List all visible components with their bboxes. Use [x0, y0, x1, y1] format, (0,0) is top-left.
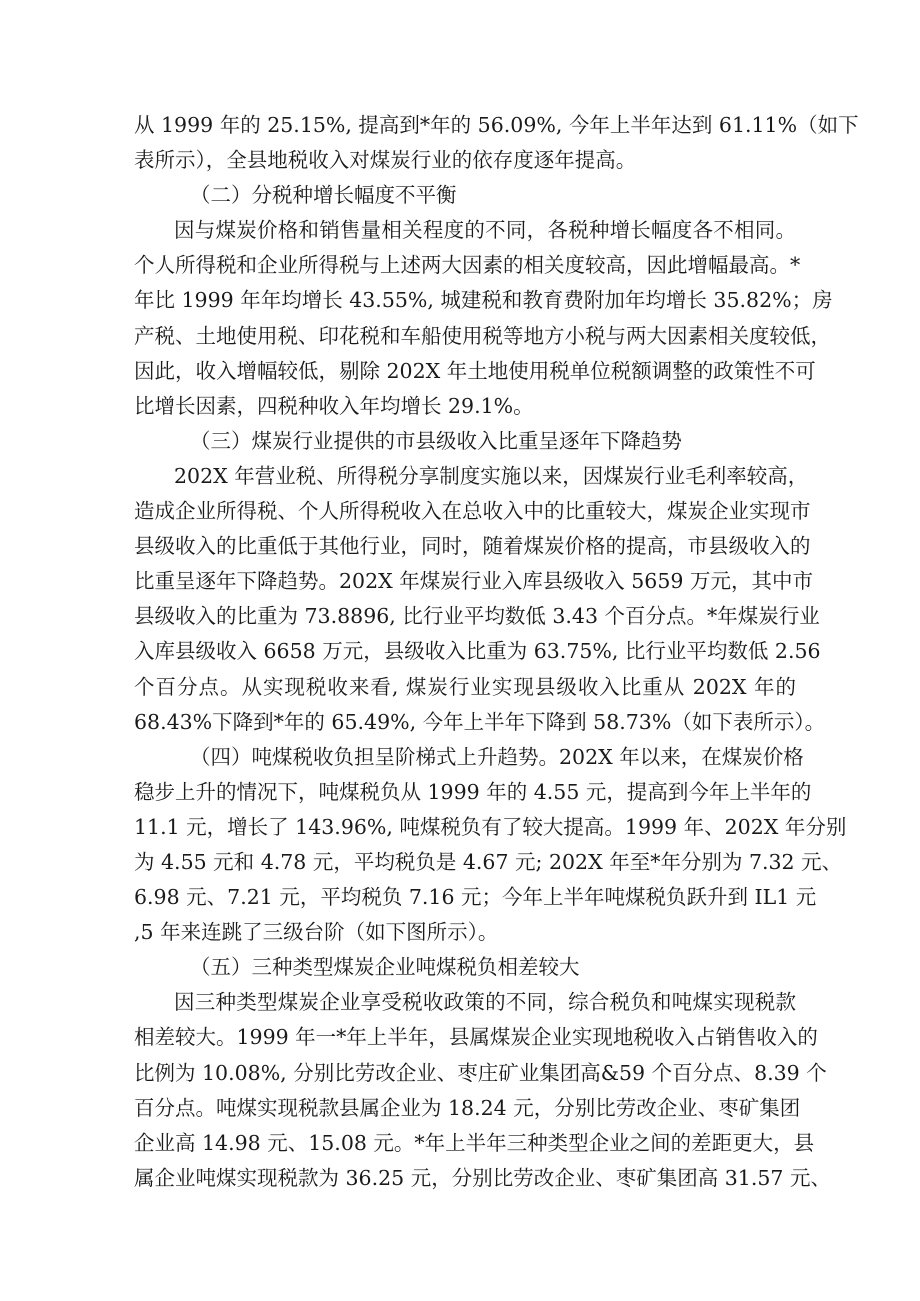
paragraph-line: 11.1 元，增长了 143.96%, 吨煤税负有了较大提高。1999 年、202X 年分别 — [134, 814, 847, 839]
paragraph-line: 县级收入的比重低于其他行业，同时，随着煤炭价格的提高，市县级收入的 — [134, 534, 811, 559]
paragraph-line: 稳步上升的情况下，吨煤税负从 1999 年的 4.55 元，提高到今年上半年的 — [134, 779, 812, 804]
paragraph-line: 造成企业所得税、个人所得税收入在总收入中的比重较大，煤炭企业实现市 — [134, 499, 811, 524]
paragraph-first-line: 因与煤炭价格和销售量相关程度的不同，各税种增长幅度各不相同。 — [174, 218, 796, 243]
document-body — [134, 108, 859, 1196]
paragraph-line: 属企业吨煤实现税款为 36.25 元，分别比劳改企业、枣矿集团高 31.57 元、 — [134, 1165, 831, 1190]
paragraph-last-line: 表所示），全县地税收入对煤炭行业的依存度逐年提高。 — [134, 148, 637, 173]
paragraph-line: 比例为 10.08%, 分别比劳改企业、枣庄矿业集团高&59 个百分点、8.39 个 — [134, 1060, 827, 1085]
section-heading: （五）三种类型煤炭企业吨煤税负相差较大 — [190, 955, 580, 980]
paragraph-line: 从 1999 年的 25.15%, 提高到*年的 56.09%, 今年上半年达到 61.11%（如下 — [134, 113, 859, 137]
paragraph-line: 年比 1999 年年均增长 43.55%, 城建税和教育费附加年均增长 35.82%；房 — [134, 288, 833, 313]
paragraph-first-line: 202X 年营业税、所得税分享制度实施以来，因煤炭行业毛利率较高， — [174, 463, 809, 488]
paragraph-line: 个百分点。从实现税收来看, 煤炭行业实现县级收入比重从 202X 年的 — [134, 674, 796, 699]
paragraph-line: 县级收入的比重为 73.8896, 比行业平均数低 3.43 个百分点。*年煤炭行业 — [134, 604, 820, 629]
paragraph-first-line: 因三种类型煤炭企业享受税收政策的不同，综合税负和吨煤实现税款 — [174, 990, 796, 1015]
paragraph-last-line: 比增长因素，四税种收入年均增长 29.1%。 — [134, 393, 534, 418]
paragraph-line: 入库县级收入 6658 万元，县级收入比重为 63.75%, 比行业平均数低 2.56 — [134, 639, 821, 664]
paragraph-line: 产税、土地使用税、印花税和车船使用税等地方小税与两大因素相关度较低， — [134, 323, 831, 348]
paragraph-line: 相差较大。1999 年一*年上半年，县属煤炭企业实现地税收入占销售收入的 — [134, 1025, 818, 1050]
paragraph-last-line: ,5 年来连跳了三级台阶（如下图所示）。 — [134, 920, 499, 945]
paragraph-line: 百分点。吨煤实现税款县属企业为 18.24 元，分别比劳改企业、枣矿集团 — [134, 1095, 801, 1120]
paragraph-line: 因此，收入增幅较低，剔除 202X 年土地使用税单位税额调整的政策性不可 — [134, 358, 816, 383]
section-heading: （三）煤炭行业提供的市县级收入比重呈逐年下降趋势 — [190, 428, 682, 453]
paragraph-line: 个人所得税和企业所得税与上述两大因素的相关度较高，因此增幅最高。* — [134, 253, 801, 278]
section-heading: （二）分税种增长幅度不平衡 — [190, 183, 457, 208]
paragraph-line: 6.98 元、7.21 元，平均税负 7.16 元；今年上半年吨煤税负跃升到 IL1 元 — [134, 885, 817, 910]
paragraph-line: 比重呈逐年下降趋势。202X 年煤炭行业入库县级收入 5659 万元，其中市 — [134, 569, 813, 594]
paragraph-last-line: 68.43%下降到*年的 65.49%, 今年上半年下降到 58.73%（如下表所示）。 — [134, 709, 826, 734]
paragraph-line: 为 4.55 元和 4.78 元，平均税负是 4.67 元; 202X 年至*年分别为 7.32 元、 — [134, 849, 843, 874]
section-heading-line: （四）吨煤税收负担呈阶梯式上升趋势。202X 年以来，在煤炭价格 — [190, 744, 804, 769]
paragraph-line: 企业高 14.98 元、15.08 元。*年上半年三种类型企业之间的差距更大，县 — [134, 1130, 815, 1155]
